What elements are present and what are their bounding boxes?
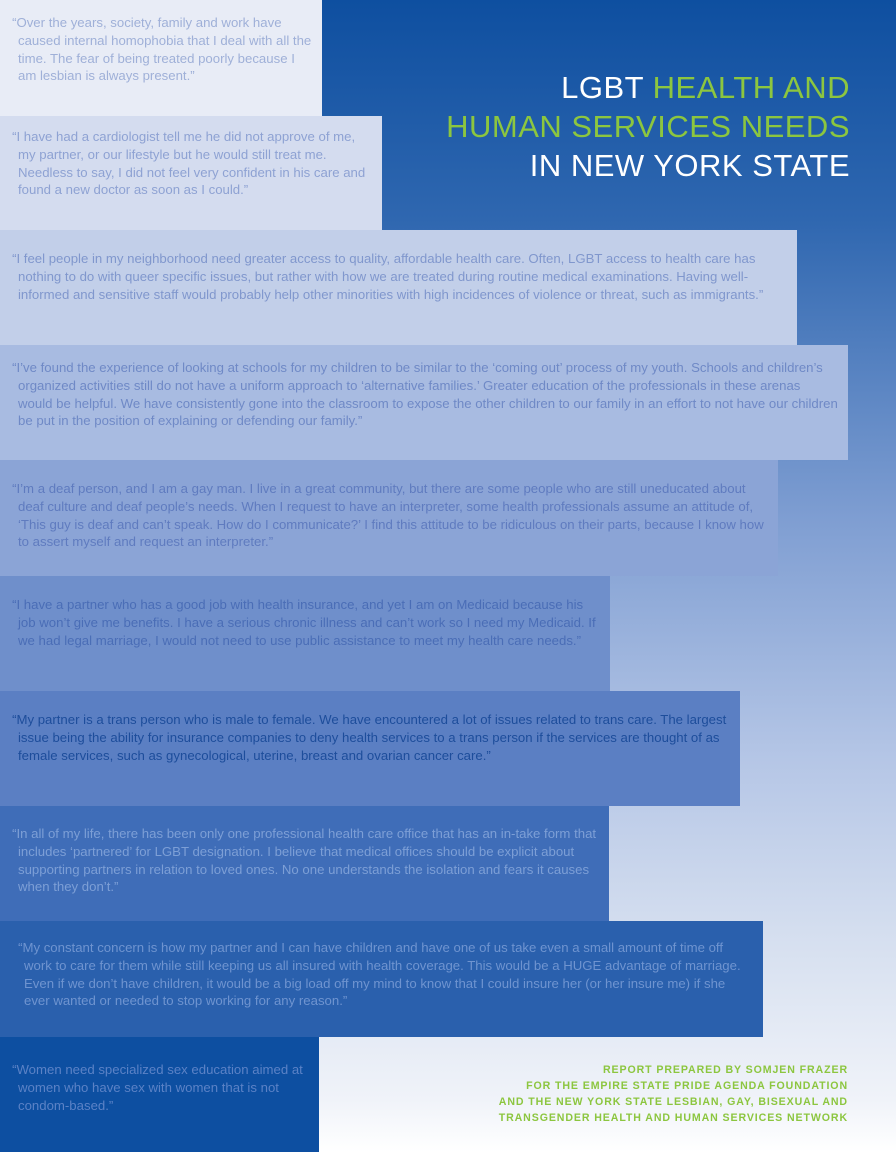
quote-block-10: “Women need specialized sex education aimed at women who have sex with women that is not condom-based.” <box>0 1037 319 1152</box>
quote-block-4: “I’ve found the experience of looking at schools for my children to be similar to the ‘coming out’ process of my youth. Schools and children’s organized activities still do not have a uniform approach to ‘alternative families.’ Greater education of the professionals in these arenas would be helpful. We have consistently gone into the classroom to expose the other children to our family in an effort to not have our children be put in the position of explaining or defending our family.” <box>0 345 848 460</box>
title-line1-white: LGBT <box>561 70 653 105</box>
quote-block-9: “My constant concern is how my partner and I can have children and have one of us take even a small amount of time off work to care for them while still keeping us all insured with health coverage. This would be a HUGE advantage of marriage. Even if we don’t have children, it would be a big load off my mind to know that I could insure her (or her insure me) if she ever wanted or needed to stop working for any reason.” <box>0 921 763 1037</box>
report-credits <box>499 1062 848 1126</box>
credit-line-4: TRANSGENDER HEALTH AND HUMAN SERVICES NETWORK <box>498 1112 848 1124</box>
quote-block-3: “I feel people in my neighborhood need greater access to quality, affordable health care. Often, LGBT access to health care has nothing to do with queer specific issues, but rather with how we are treated during routine medical examinations. Having well-informed and sensitive staff would probably help other minorities with high incidences of violence or threat, such as immigrants.” <box>0 230 797 345</box>
report-title <box>446 68 850 185</box>
quote-block-1: “Over the years, society, family and work have caused internal homophobia that I deal with all the time. The fear of being treated poorly because I am lesbian is always present.” <box>0 0 322 116</box>
title-line1-green: HEALTH AND <box>652 70 850 105</box>
quote-block-7: “My partner is a trans person who is male to female. We have encountered a lot of issues related to trans care. The largest issue being the ability for insurance companies to deny health services to a trans person if the services are thought of as female services, such as gynecological, uterine, breast and ovarian cancer care.” <box>0 691 740 806</box>
title-line3: IN NEW YORK STATE <box>529 148 850 183</box>
credit-line-2: FOR THE EMPIRE STATE PRIDE AGENDA FOUNDATION <box>526 1080 848 1092</box>
quote-block-6: “I have a partner who has a good job with health insurance, and yet I am on Medicaid because his job won’t give me benefits. I have a serious chronic illness and can’t work so I need my Medicaid. If we had legal marriage, I would not need to use public assistance to meet my health care needs.” <box>0 576 610 691</box>
credit-line-1: REPORT PREPARED BY SOMJEN FRAZER <box>602 1064 848 1076</box>
title-line2: HUMAN SERVICES NEEDS <box>446 109 850 144</box>
quote-block-2: “I have had a cardiologist tell me he did not approve of me, my partner, or our lifestyle but he would still treat me. Needless to say, I did not feel very confident in his care and found a new doctor as soon as I could.” <box>0 116 382 230</box>
quote-block-5: “I’m a deaf person, and I am a gay man. I live in a great community, but there are some people who are still uneducated about deaf culture and deaf people’s needs. When I request to have an interpreter, some health professionals assume an attitude of, ‘This guy is deaf and can’t speak. How do I communicate?’ I find this attitude to be ridiculous on their parts, because I know how to assert myself and request an interpreter.” <box>0 460 778 576</box>
credit-line-3: AND THE NEW YORK STATE LESBIAN, GAY, BISEXUAL AND <box>498 1096 848 1108</box>
quote-block-8: “In all of my life, there has been only one professional health care office that has an in-take form that includes ‘partnered’ for LGBT designation. I believe that medical offices should be explicit about supporting partners in relation to loved ones. No one understands the isolation and fears it causes when they don’t.” <box>0 806 609 921</box>
